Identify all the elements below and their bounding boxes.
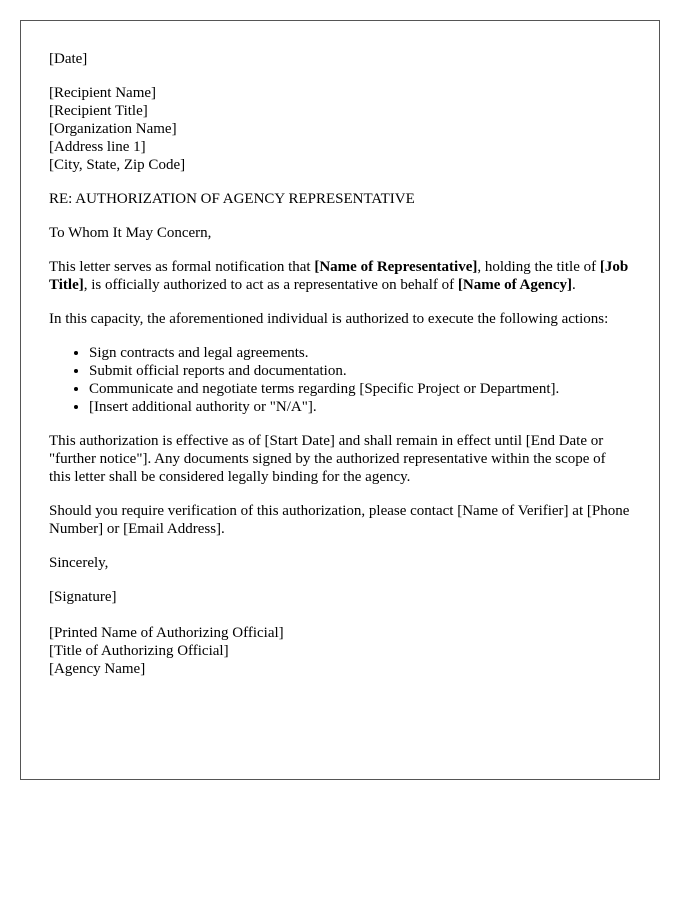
agency-name-placeholder: [Name of Agency] [457,277,573,293]
signer-title: [Title of Authorizing Official] [49,643,229,659]
list-item: • [Insert additional authority or "N/A"]. [89,398,631,416]
representative-name-placeholder: [Name of Representative] [314,259,478,275]
effective-dates-paragraph: This authorization is effective as of [Start Date] and shall remain in effect until [End Date or "further notice"]. Any documents signed by the authorized representative within the scope of this letter shall be considered legally binding for the agency. [49,433,606,485]
recipient-city-state-zip: [City, State, Zip Code] [49,157,186,173]
notification-text-1: This letter serves as formal notification that [49,259,315,275]
notification-text-2: , holding the title of [477,259,600,275]
recipient-address-block [49,84,631,174]
notification-text-3: , is officially authorized to act as a representative on behalf of [83,277,458,293]
signer-agency: [Agency Name] [49,661,146,677]
list-item: • Sign contracts and legal agreements. [89,344,631,362]
verification-paragraph: Should you require verification of this authorization, please contact [Name of Verifier] at [Phone Number] or [Email Address]. [49,503,630,537]
letter-date: [Date] [49,51,88,67]
signer-block [49,624,631,678]
notification-text-4: . [572,277,576,293]
recipient-address-line-1: [Address line 1] [49,139,146,155]
salutation: To Whom It May Concern, [49,225,212,241]
signer-printed-name: [Printed Name of Authorizing Official] [49,625,284,641]
notification-paragraph [49,258,631,294]
list-item: • Submit official reports and documentation. [89,362,631,380]
closing: Sincerely, [49,555,109,571]
capacity-paragraph: In this capacity, the aforementioned individual is authorized to execute the following actions: [49,311,609,327]
signature-placeholder: [Signature] [49,589,117,605]
subject-line: RE: AUTHORIZATION OF AGENCY REPRESENTATIVE [49,191,415,207]
list-item: • Communicate and negotiate terms regarding [Specific Project or Department]. [89,380,631,398]
letter-page [20,20,660,780]
recipient-title: [Recipient Title] [49,103,148,119]
job-title-placeholder: [Job Title] [49,259,629,293]
authorized-actions-list [49,344,631,416]
recipient-organization: [Organization Name] [49,121,177,137]
recipient-name: [Recipient Name] [49,85,157,101]
